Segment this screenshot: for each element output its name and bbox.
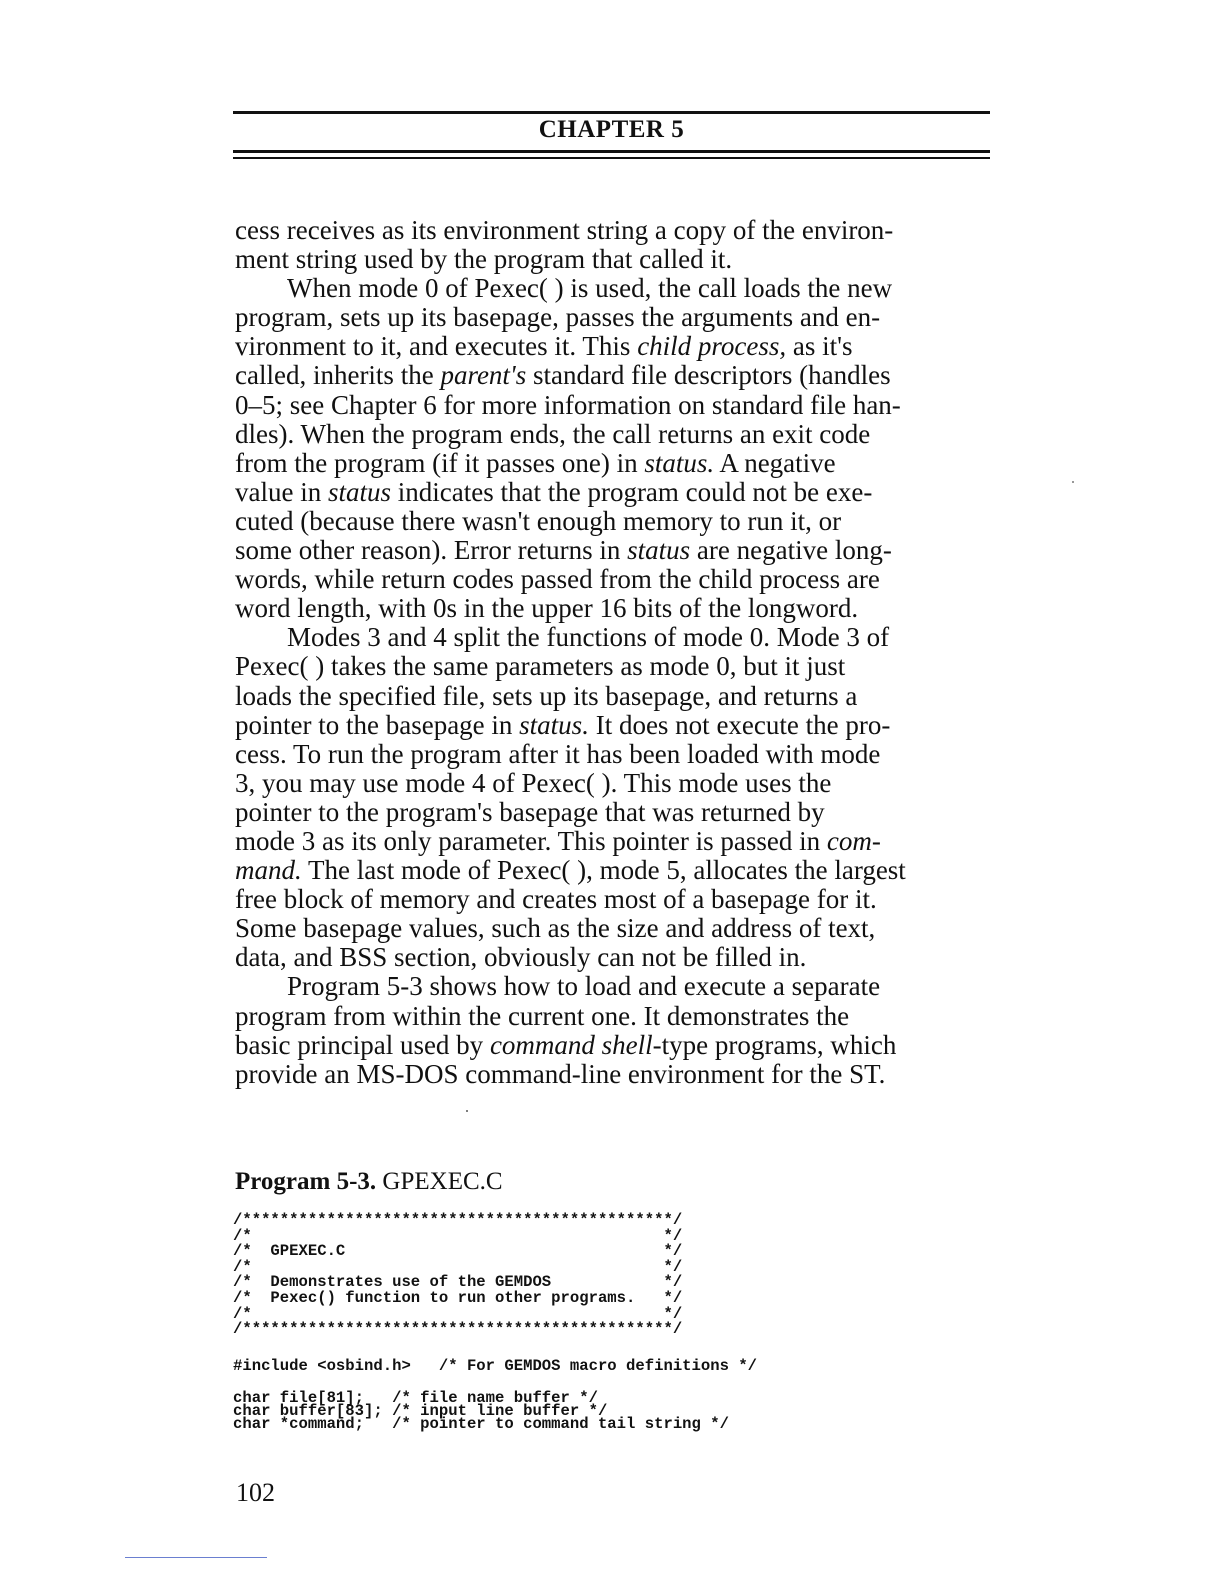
text-line: free block of memory and creates most of a basepage for it. [235,884,877,915]
emphasis: mand. [235,855,302,886]
text-line: provide an MS-DOS command-line environment for the ST. [235,1058,886,1089]
text-line: When mode 0 of Pexec( ) is used, the call loads the new [287,273,893,304]
program-name: GPEXEC.C [382,1168,503,1195]
header-rule-double-lower [233,157,990,159]
text-line: basic principal used by command shell-type programs, which [235,1029,897,1060]
emphasis: status [327,476,392,507]
text-line: mode 3 as its only parameter. This pointer is passed in com- [235,825,881,856]
bottom-rule [125,1557,267,1558]
page-number: 102 [236,1478,275,1507]
text-line: Some basepage values, such as the size and address of text, [235,913,876,944]
paragraph-2 [235,274,987,623]
header-rule-top [233,111,990,114]
text-line: word length, with 0s in the upper 16 bits of the longword. [235,593,859,624]
emphasis: status [627,535,691,566]
emphasis: command shell [489,1029,653,1060]
paragraph-1 [235,216,987,274]
header-rule-double-upper [233,150,990,153]
text-line: words, while return codes passed from the child process are [235,564,880,595]
text-line: pointer to the program's basepage that was returned by [235,796,825,827]
text-line: Modes 3 and 4 split the functions of mode 0. Mode 3 of [287,622,890,653]
text-line: program, sets up its basepage, passes the arguments and en- [235,302,881,333]
text-line: Pexec( ) takes the same parameters as mode 0, but it just [235,651,846,682]
emphasis: status. [644,447,715,478]
text-line: Program 5-3 shows how to load and execute a separate [287,971,881,1002]
text-line: 0–5; see Chapter 6 for more information on standard file han- [235,389,901,420]
program-label: Program 5-3. [235,1168,377,1195]
paragraph-3 [235,623,987,972]
text-line: pointer to the basepage in status. It does not execute the pro- [235,709,891,740]
emphasis: com- [826,825,881,856]
emphasis: child process, [637,331,787,362]
text-line: cess receives as its environment string a copy of the environ- [235,215,894,245]
scan-speck [1072,481,1074,483]
text-line: ment string used by the program that called it. [235,244,733,275]
text-line: loads the specified file, sets up its basepage, and returns a [235,680,858,711]
text-line: cess. To run the program after it has been loaded with mode [235,738,881,769]
text-line: data, and BSS section, obviously can not be filled in. [235,942,807,973]
text-line: cuted (because there wasn't enough memory to run it, or [235,505,842,536]
code-include-line: #include <osbind.h> /* For GEMDOS macro definitions */ [233,1357,758,1375]
emphasis: parent's [440,360,527,391]
code-header-comment: /**********************************************/ /* */ /* GPEXEC.C */ /* */ /* Demonstrates use of the GEMDOS */ /* Pexec() function to run other programs. */ /* */ /**********************************************/ [233,1211,683,1339]
text-line: dles). When the program ends, the call returns an exit code [235,418,871,449]
chapter-title: CHAPTER 5 [538,116,685,143]
text-line: value in status indicates that the program could not be exe- [235,476,873,507]
text-line: mand. The last mode of Pexec( ), mode 5, allocates the largest [235,855,906,886]
paragraph-4 [235,972,987,1088]
text-line: some other reason). Error returns in status are negative long- [235,535,892,566]
body-text [235,216,987,1089]
text-line: called, inherits the parent's standard file descriptors (handles [235,360,891,391]
emphasis: status. [519,709,589,740]
text-line: program from within the current one. It demonstrates the [235,1000,850,1031]
text-line: from the program (if it passes one) in status. A negative [235,447,836,478]
code-declarations: char file[81]; /* file name buffer */ char buffer[83]; /* input line buffer */ char *command; /* pointer to command tail string */ [233,1389,729,1433]
program-caption [235,1168,503,1196]
text-line: 3, you may use mode 4 of Pexec( ). This mode uses the [235,767,832,798]
scan-speck [466,1110,468,1112]
text-line: vironment to it, and executes it. This child process, as it's [235,331,853,362]
